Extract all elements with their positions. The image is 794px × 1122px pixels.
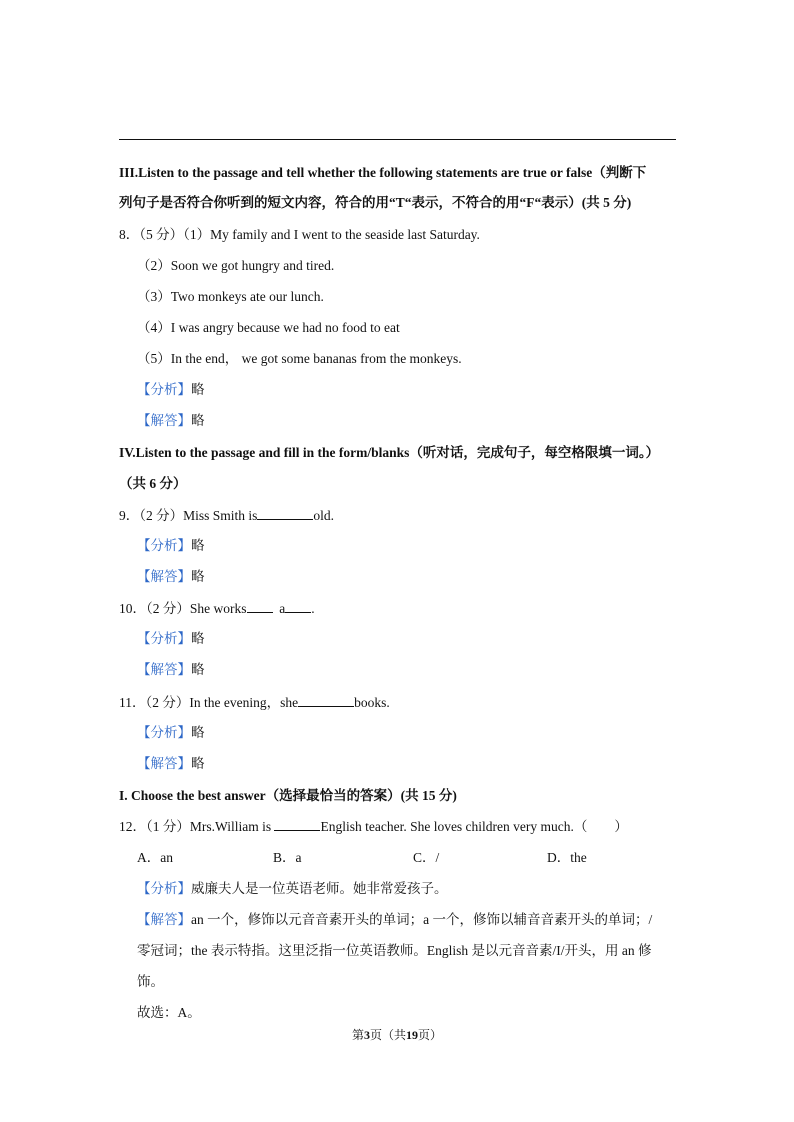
header-rule: [119, 139, 676, 140]
question-12-answer-line1: 【解答】an 一个，修饰以元音音素开头的单词；a 一个，修饰以辅音音素开头的单词；/: [137, 912, 653, 927]
page-footer: 第3页（共19页）: [351, 1028, 443, 1042]
question-12-answer-line2: 零冠词；the 表示特指。这里泛指一位英语教师。English 是以元音音素/I/开头，用 an 修: [137, 943, 652, 958]
answer-blank: [298, 694, 354, 707]
question-8-item-5: （5）In the end， we got some bananas from the monkeys.: [137, 351, 462, 366]
question-11-answer: 【解答】略: [137, 756, 205, 771]
page-number: 3: [363, 1028, 370, 1042]
answer-label: 【解答】: [137, 413, 191, 428]
section-3-heading-line2: 列句子是否符合你听到的短文内容，符合的用“T“表示，不符合的用“F“表示）(共 5 分): [119, 195, 632, 210]
option-d: D．the: [547, 850, 587, 865]
answer-blank: [285, 600, 311, 613]
question-8-item-4: （4）I was angry because we had no food to eat: [137, 320, 400, 335]
question-8-item-3: （3）Two monkeys ate our lunch.: [137, 289, 324, 304]
analysis-label: 【分析】: [137, 881, 191, 896]
question-8-item-2: （2）Soon we got hungry and tired.: [137, 258, 335, 273]
question-9: 9．（2 分）Miss Smith is old.: [119, 508, 335, 523]
question-10-analysis: 【分析】略: [137, 631, 205, 646]
option-c: C．/: [413, 850, 440, 865]
question-8-item-1: （1）My family and I went to the seaside last Saturday.: [183, 227, 480, 242]
question-8-analysis: 【分析】略: [137, 382, 205, 397]
page-total: 19: [406, 1028, 418, 1042]
question-9-analysis: 【分析】略: [137, 538, 205, 553]
question-11-analysis: 【分析】略: [137, 725, 205, 740]
section-1-heading: I. Choose the best answer（选择最恰当的答案）(共 15 分): [119, 788, 457, 803]
question-9-answer: 【解答】略: [137, 569, 205, 584]
answer-label: 【解答】: [137, 756, 191, 771]
question-11: 11．（2 分）In the evening，she books.: [119, 695, 390, 710]
section-4-heading-line1: IV.Listen to the passage and fill in the form/blanks（听对话，完成句子，每空格限填一词。）: [119, 445, 660, 460]
answer-blank: [274, 818, 320, 831]
answer-label: 【解答】: [137, 569, 191, 584]
question-12: 12．（1 分）Mrs.William is English teacher. She loves children very much.（ ）: [119, 819, 628, 834]
question-12-answer-line3: 饰。: [137, 974, 164, 989]
option-a: A．an: [137, 850, 173, 865]
answer-blank: [257, 507, 313, 520]
question-10: 10．（2 分）She works a .: [119, 601, 315, 616]
section-3-heading-line1: III.Listen to the passage and tell whether the following statements are true or false（判断下: [119, 165, 647, 180]
section-4-heading-line2: （共 6 分）: [119, 476, 187, 491]
question-12-choice: 故选：A。: [137, 1005, 201, 1020]
analysis-label: 【分析】: [137, 725, 191, 740]
analysis-label: 【分析】: [137, 631, 191, 646]
answer-label: 【解答】: [137, 912, 191, 927]
analysis-label: 【分析】: [137, 538, 191, 553]
question-8-answer: 【解答】略: [137, 413, 205, 428]
question-12-analysis: 【分析】威廉夫人是一位英语老师。她非常爱孩子。: [137, 881, 448, 896]
question-8-prefix: 8．（5 分）: [119, 227, 184, 242]
question-8: [119, 226, 480, 244]
answer-label: 【解答】: [137, 662, 191, 677]
option-b: B．a: [273, 850, 302, 865]
answer-blank: [247, 600, 273, 613]
question-10-answer: 【解答】略: [137, 662, 205, 677]
analysis-label: 【分析】: [137, 382, 191, 397]
